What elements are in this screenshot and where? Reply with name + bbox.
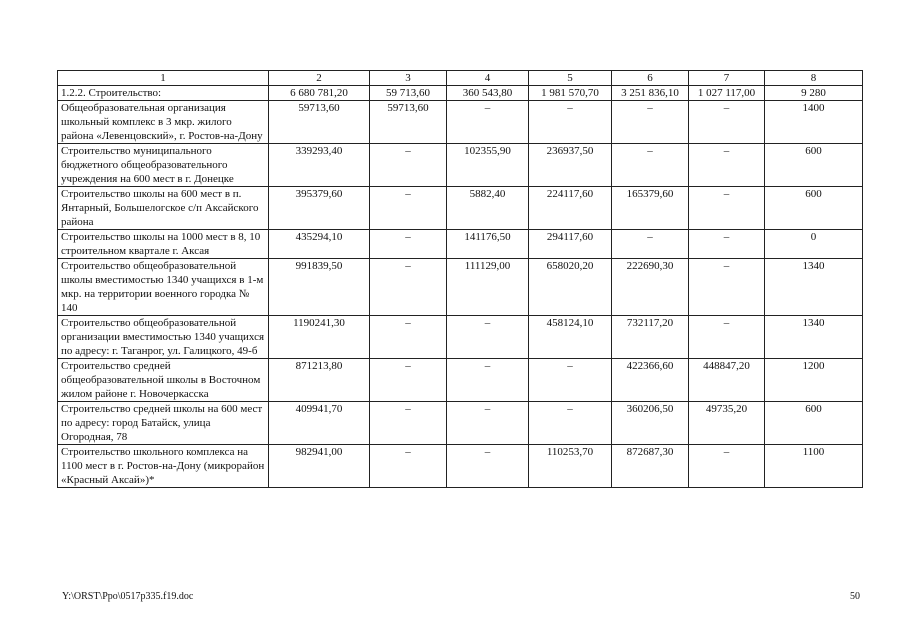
value-cell: 236937,50 [529,144,612,187]
table-row [58,402,863,445]
value-cell: – [689,144,765,187]
value-cell: – [447,101,529,144]
value-cell: – [370,316,447,359]
header-row [58,71,863,86]
value-cell: 224117,60 [529,187,612,230]
table-row [58,101,863,144]
value-cell: 600 [765,187,863,230]
header-cell: 6 [612,71,689,86]
value-cell: – [447,316,529,359]
value-cell: 395379,60 [269,187,370,230]
value-cell: – [689,101,765,144]
value-cell: 222690,30 [612,259,689,316]
value-cell: 49735,20 [689,402,765,445]
project-name-cell: Строительство муниципального бюджетного общеобразовательного учреждения на 600 мест в г. Донецке [58,144,269,187]
value-cell: – [689,230,765,259]
project-name-cell: Строительство средней школы на 600 мест по адресу: город Батайск, улица Огородная, 78 [58,402,269,445]
value-cell: 165379,60 [612,187,689,230]
project-name-cell: Строительство школы на 1000 мест в 8, 10 строительном квартале г. Аксая [58,230,269,259]
value-cell: – [529,101,612,144]
project-name-cell: Строительство средней общеобразовательной школы в Восточном жилом районе г. Новочеркасска [58,359,269,402]
value-cell: – [370,230,447,259]
value-cell: 600 [765,402,863,445]
table-row [58,144,863,187]
value-cell: – [447,402,529,445]
project-name-cell: Строительство общеобразовательной школы вместимостью 1340 учащихся в 1-м мкр. на территории военного городка № 140 [58,259,269,316]
budget-table [57,70,863,488]
value-cell: 6 680 781,20 [269,86,370,101]
table-row [58,187,863,230]
header-cell: 3 [370,71,447,86]
value-cell: 1 981 570,70 [529,86,612,101]
project-name-cell: Строительство школы на 600 мест в п. Янтарный, Большелогское с/п Аксайского района [58,187,269,230]
value-cell: 600 [765,144,863,187]
value-cell: – [689,445,765,488]
value-cell: 1190241,30 [269,316,370,359]
value-cell: 1 027 117,00 [689,86,765,101]
value-cell: – [612,230,689,259]
value-cell: – [689,316,765,359]
value-cell: 658020,20 [529,259,612,316]
value-cell: 102355,90 [447,144,529,187]
value-cell: 339293,40 [269,144,370,187]
value-cell: – [447,359,529,402]
value-cell: 59 713,60 [370,86,447,101]
value-cell: – [689,187,765,230]
value-cell: 982941,00 [269,445,370,488]
value-cell: 360 543,80 [447,86,529,101]
value-cell: – [447,445,529,488]
value-cell: 110253,70 [529,445,612,488]
header-cell: 1 [58,71,269,86]
footer-file-path: Y:\ORST\Ppo\0517p335.f19.doc [62,591,194,602]
value-cell: 732117,20 [612,316,689,359]
value-cell: 111129,00 [447,259,529,316]
value-cell: 1100 [765,445,863,488]
value-cell: 9 280 [765,86,863,101]
page-number: 50 [850,591,860,602]
header-cell: 8 [765,71,863,86]
value-cell: 360206,50 [612,402,689,445]
header-cell: 5 [529,71,612,86]
value-cell: – [612,101,689,144]
table-body [58,71,863,488]
value-cell: 1200 [765,359,863,402]
value-cell: 3 251 836,10 [612,86,689,101]
value-cell: 409941,70 [269,402,370,445]
project-name-cell: Строительство школьного комплекса на 1100 мест в г. Ростов-на-Дону (микрорайон «Красный Аксай»)* [58,445,269,488]
table-row [58,230,863,259]
value-cell: 458124,10 [529,316,612,359]
value-cell: 141176,50 [447,230,529,259]
project-name-cell: Общеобразовательная организация школьный комплекс в 3 мкр. жилого района «Левенцовский», г. Ростов-на-Дону [58,101,269,144]
table-row [58,445,863,488]
value-cell: 435294,10 [269,230,370,259]
value-cell: 0 [765,230,863,259]
value-cell: 59713,60 [370,101,447,144]
value-cell: 1400 [765,101,863,144]
value-cell: – [370,187,447,230]
value-cell: 871213,80 [269,359,370,402]
value-cell: – [689,259,765,316]
table-row [58,359,863,402]
value-cell: 59713,60 [269,101,370,144]
value-cell: 1340 [765,259,863,316]
value-cell: 448847,20 [689,359,765,402]
value-cell: 872687,30 [612,445,689,488]
value-cell: – [612,144,689,187]
value-cell: – [370,402,447,445]
value-cell: 991839,50 [269,259,370,316]
project-name-cell: 1.2.2. Строительство: [58,86,269,101]
value-cell: – [370,144,447,187]
summary-row [58,86,863,101]
value-cell: 422366,60 [612,359,689,402]
value-cell: – [529,359,612,402]
project-name-cell: Строительство общеобразовательной организации вместимостью 1340 учащихся по адресу: г. Таганрог, ул. Галицкого, 49-б [58,316,269,359]
header-cell: 7 [689,71,765,86]
header-cell: 4 [447,71,529,86]
value-cell: – [370,359,447,402]
value-cell: 1340 [765,316,863,359]
header-cell: 2 [269,71,370,86]
value-cell: – [370,445,447,488]
value-cell: 294117,60 [529,230,612,259]
table-row [58,259,863,316]
value-cell: 5882,40 [447,187,529,230]
value-cell: – [370,259,447,316]
table-row [58,316,863,359]
value-cell: – [529,402,612,445]
